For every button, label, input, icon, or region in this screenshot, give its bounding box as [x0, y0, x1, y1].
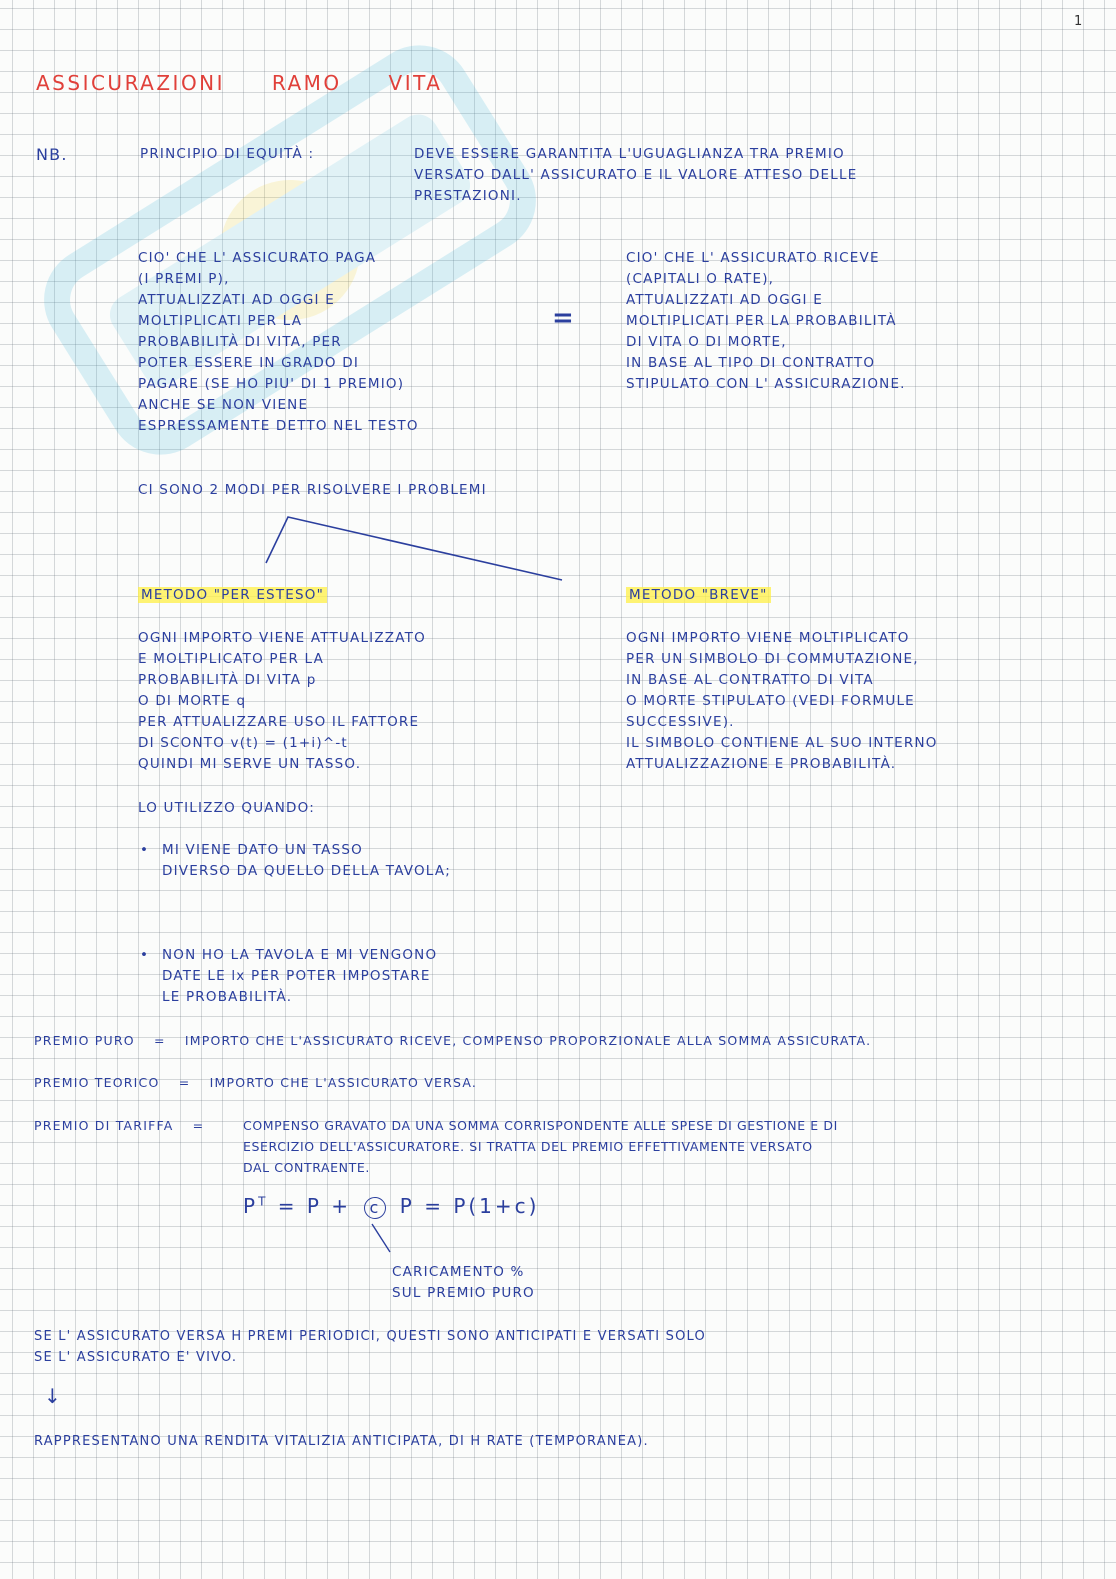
bullet-2 — [162, 945, 1116, 1008]
formula-circled-c: c — [364, 1197, 386, 1219]
premio-puro-text: IMPORTO CHE L'ASSICURATO RICEVE, COMPENSO PROPORZIONALE ALLA SOMMA ASSICURATA. — [184, 1033, 872, 1048]
loading-note — [392, 1262, 535, 1304]
method-short-line: IL SIMBOLO CONTIENE AL SUO INTERNO — [626, 735, 938, 751]
tariffa-line: DAL CONTRAENTE. — [243, 1160, 370, 1175]
premio-teorico-text: IMPORTO CHE L'ASSICURATO VERSA. — [209, 1075, 478, 1090]
method-long-line: PER ATTUALIZZARE USO IL FATTORE — [138, 714, 420, 730]
title-word-3: VITA — [388, 71, 443, 95]
right-equation-block — [626, 248, 906, 395]
right-eq-line: CIO' CHE L' ASSICURATO RICEVE — [626, 250, 880, 266]
periodic-premiums — [34, 1326, 706, 1368]
right-eq-line: DI VITA O DI MORTE, — [626, 334, 787, 350]
formula-sup: T — [258, 1194, 269, 1209]
method-short-title: METODO "BREVE" — [626, 585, 771, 606]
formula-p: P — [243, 1194, 259, 1218]
premio-teorico-row — [34, 1072, 477, 1093]
bullet-line: • MI VIENE DATO UN TASSO — [162, 842, 363, 858]
nb-definition — [414, 144, 857, 207]
method-short-line: O MORTE STIPULATO (VEDI FORMULE — [626, 693, 915, 709]
left-eq-line: ESPRESSAMENTE DETTO NEL TESTO — [138, 418, 419, 434]
bullet-line: DATE LE lx PER POTER IMPOSTARE — [162, 968, 431, 984]
formula-after: P = P(1+c) — [399, 1194, 540, 1218]
page-number: 1 — [1074, 14, 1084, 29]
method-short-line: SUCCESSIVE). — [626, 714, 735, 730]
method-long-line: E MOLTIPLICATO PER LA — [138, 651, 325, 667]
tariff-formula — [243, 1194, 539, 1219]
left-eq-line: PAGARE (SE HO PIU' DI 1 PREMIO) — [138, 376, 405, 392]
nb-line: DEVE ESSERE GARANTITA L'UGUAGLIANZA TRA PREMIO — [414, 146, 845, 162]
method-short-line: ATTUALIZZAZIONE E PROBABILITÀ. — [626, 756, 897, 772]
use-when-label: LO UTILIZZO QUANDO: — [138, 800, 315, 816]
method-long-line: DI SCONTO v(t) = (1+i)^-t — [138, 735, 348, 751]
methods-intro: CI SONO 2 MODI PER RISOLVERE I PROBLEMI — [138, 482, 487, 498]
nb-line: VERSATO DALL' ASSICURATO E IL VALORE ATTESO DELLE — [414, 167, 858, 183]
loading-note-line: SUL PREMIO PURO — [392, 1285, 535, 1301]
down-arrow-icon: ↓ — [44, 1384, 62, 1408]
left-eq-line: MOLTIPLICATI PER LA — [138, 313, 303, 329]
method-long-line: OGNI IMPORTO VIENE ATTUALIZZATO — [138, 630, 426, 646]
premio-puro-eq: = — [154, 1033, 166, 1048]
premio-puro-label: PREMIO PURO — [34, 1033, 135, 1048]
method-short-line: PER UN SIMBOLO DI COMMUTAZIONE, — [626, 651, 919, 667]
left-eq-line: (I PREMI P), — [138, 271, 230, 287]
premio-tariffa-eq: = — [192, 1118, 205, 1133]
tariffa-line: COMPENSO GRAVATO DA UNA SOMMA CORRISPONDENTE ALLE SPESE DI GESTIONE E DI — [243, 1118, 838, 1133]
method-short-body — [626, 628, 938, 775]
formula-pointer-line — [368, 1222, 398, 1256]
right-eq-line: ATTUALIZZATI AD OGGI E — [626, 292, 823, 308]
left-eq-line: CIO' CHE L' ASSICURATO PAGA — [138, 250, 377, 266]
left-equation-block — [138, 248, 419, 437]
nb-term: PRINCIPIO DI EQUITÀ : — [140, 146, 315, 162]
left-eq-line: ANCHE SE NON VIENE — [138, 397, 309, 413]
bullet-line: LE PROBABILITÀ. — [162, 989, 293, 1005]
premio-tariffa-label-row — [34, 1115, 204, 1136]
right-eq-line: (CAPITALI O RATE), — [626, 271, 775, 287]
left-eq-line: PROBABILITÀ DI VITA, PER — [138, 334, 342, 350]
title-word-2: RAMO — [271, 71, 342, 95]
nb-label: NB. — [36, 145, 68, 164]
method-long-body — [138, 628, 426, 775]
method-long-line: O DI MORTE q — [138, 693, 247, 709]
title-word-1: ASSICURAZIONI — [36, 71, 226, 95]
bullet-line: DIVERSO DA QUELLO DELLA TAVOLA; — [162, 863, 452, 879]
premio-teorico-eq: = — [178, 1075, 191, 1090]
right-eq-line: STIPULATO CON L' ASSICURAZIONE. — [626, 376, 906, 392]
premio-teorico-label: PREMIO TEORICO — [34, 1075, 160, 1090]
conclusion: RAPPRESENTANO UNA RENDITA VITALIZIA ANTICIPATA, DI H RATE (TEMPORANEA). — [34, 1434, 649, 1449]
left-eq-line: ATTUALIZZATI AD OGGI E — [138, 292, 335, 308]
right-eq-line: MOLTIPLICATI PER LA PROBABILITÀ — [626, 313, 897, 329]
bullet-line: • NON HO LA TAVOLA E MI VENGONO — [162, 947, 438, 963]
equals-sign: = — [552, 303, 575, 333]
branch-diagram — [250, 505, 580, 595]
method-long-line: PROBABILITÀ DI VITA p — [138, 672, 317, 688]
left-eq-line: POTER ESSERE IN GRADO DI — [138, 355, 360, 371]
premio-tariffa-label: PREMIO DI TARIFFA — [34, 1118, 174, 1133]
method-long-line: QUINDI MI SERVE UN TASSO. — [138, 756, 362, 772]
tariffa-line: ESERCIZIO DELL'ASSICURATORE. SI TRATTA DEL PREMIO EFFETTIVAMENTE VERSATO — [243, 1139, 813, 1154]
method-short-line: OGNI IMPORTO VIENE MOLTIPLICATO — [626, 630, 910, 646]
premio-tariffa-text — [243, 1115, 838, 1178]
formula-mid: = P + — [277, 1194, 352, 1218]
loading-note-line: CARICAMENTO % — [392, 1264, 525, 1280]
bullet-1 — [162, 840, 1116, 882]
right-eq-line: IN BASE AL TIPO DI CONTRATTO — [626, 355, 876, 371]
periodic-line: SE L' ASSICURATO E' VIVO. — [34, 1350, 238, 1365]
method-short-line: IN BASE AL CONTRATTO DI VITA — [626, 672, 874, 688]
method-long-title: METODO "PER ESTESO" — [138, 585, 327, 606]
periodic-line: SE L' ASSICURATO VERSA H PREMI PERIODICI, QUESTI SONO ANTICIPATI E VERSATI SOLO — [34, 1329, 706, 1344]
premio-puro-row — [34, 1030, 871, 1051]
page-title — [36, 73, 480, 94]
nb-line: PRESTAZIONI. — [414, 188, 522, 204]
